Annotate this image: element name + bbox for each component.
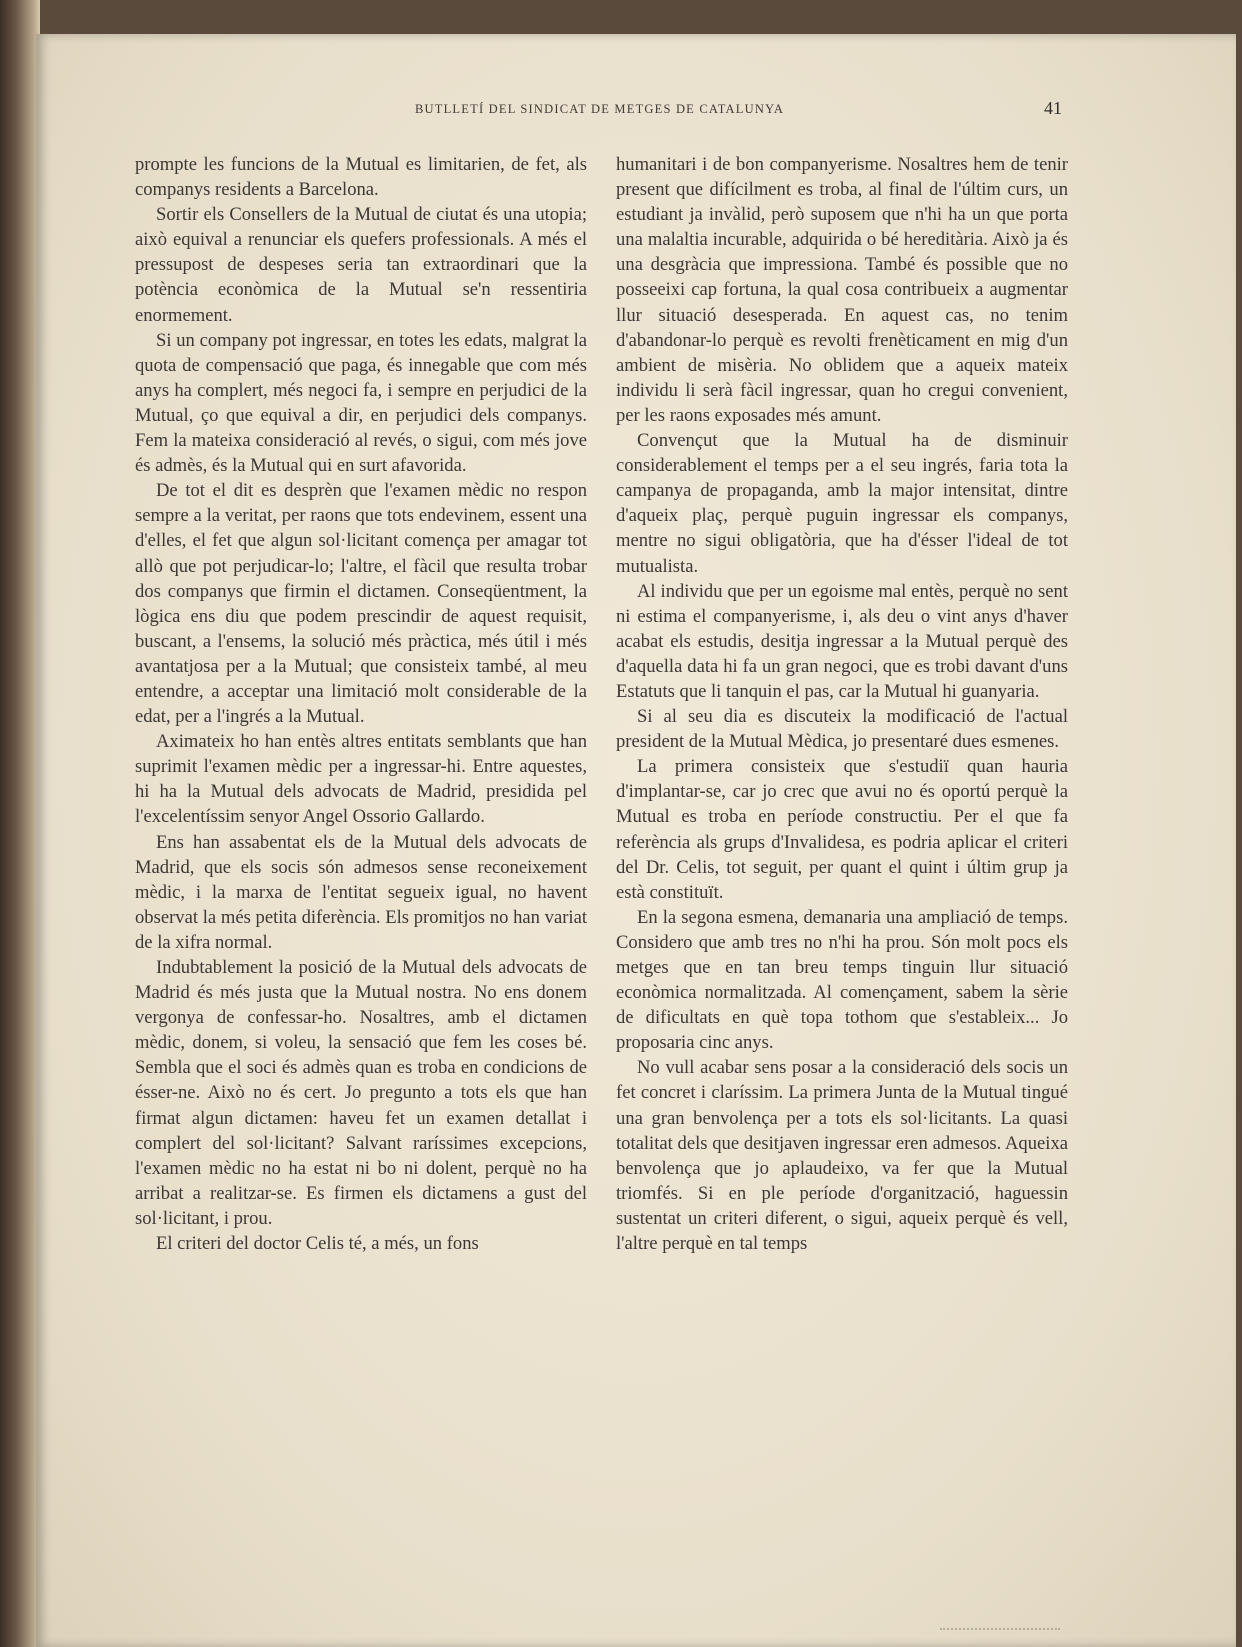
- paragraph: Sortir els Consellers de la Mutual de ciutat és una utopia; això equival a renunciar els quefers professionals. A més el pressupost de despeses seria tan extraordinari que la potència econòmica de la Mutual se'n ressentiria enormement.: [135, 204, 587, 326]
- paragraph: Convençut que la Mutual ha de disminuir considerablement el temps per a el seu ingrés, faria tota la campanya de propaganda, amb la major intensitat, dintre d'aqueix plaç, perquè puguin ingressar els companys, mentre no sigui obligatòria, que ha d'ésser l'ideal de tot mutualista.: [616, 430, 1068, 577]
- page-edge-mark: [940, 1625, 1060, 1630]
- paragraph: Aximateix ho han entès altres entitats semblants que han suprimit l'examen mèdic per a ingressar-hi. Entre aquestes, hi ha la Mutual dels advocats de Madrid, presidida pel l'excelentíssim senyor Angel Ossorio Gallardo.: [135, 731, 587, 828]
- right-column: [616, 152, 1068, 1256]
- paragraph: Al individu que per un egoisme mal entès, perquè no sent ni estima el companyerisme, i, als deu o vint anys d'haver acabat els estudis, desitja ingressar a la Mutual perquè des d'aquella data hi fa un gran negoci, que es trobi davant d'uns Estatuts que li tanquin el pas, car la Mutual hi guanyaria.: [616, 580, 1068, 702]
- paragraph: El criteri del doctor Celis té, a més, un fons: [156, 1233, 479, 1255]
- paragraph: humanitari i de bon companyerisme. Nosaltres hem de tenir present que difícilment es troba, al final de l'últim curs, un estudiant ja invàlid, però suposem que n'hi ha un que porta una malaltia incurable, adquirida o bé hereditària. Això ja és una desgràcia que impressiona. També és possible que no posseeixi cap fortuna, la qual cosa contribueix a augmentar llur situació desesperada. En aquest cas, no tenim d'abandonar-lo perquè es revolti frenèticament en mig d'un ambient de misèria. No oblidem que a aqueix mateix individu li serà fàcil ingressar, quan ho cregui convenient, per les raons exposades més amunt.: [616, 154, 1068, 426]
- running-title: BUTLLETÍ DEL SINDICAT DE METGES DE CATALUNYA: [415, 102, 785, 116]
- page-number: 41: [1044, 98, 1062, 118]
- paragraph: Si un company pot ingressar, en totes les edats, malgrat la quota de compensació que paga, és innegable que com més anys ha complert, més negoci fa, i sempre en perjudici de la Mutual, ço que equival a dir, en perjudici dels companys. Fem la mateixa consideració al revés, o sigui, com més jove és admès, és la Mutual qui en surt afavorida.: [135, 329, 587, 477]
- paragraph: No vull acabar sens posar a la consideració dels socis un fet concret i claríssim. La primera Junta de la Mutual tingué una gran benvolença per a tots els sol·licitants. La quasi totalitat dels que desitjaven ingressar eren admesos. Aqueixa benvolença que jo aplaudeixo, va fer que la Mutual triomfés. Si en ple període d'organització, haguessin sustentat un criteri diferent, o sigui, aqueix perquè és vell, l'altre perquè en tal temps: [616, 1057, 1068, 1255]
- left-column: [135, 152, 587, 1256]
- paragraph: La primera consisteix que s'estudiï quan hauria d'implantar-se, car jo crec que avui no és oportú perquè la Mutual es troba en període constructiu. Per el que fa referència als grups d'Invalidesa, es podria aplicar el criteri del Dr. Celis, tot seguit, per quant el quint i últim grup ja està constituït.: [616, 756, 1068, 903]
- book-spine: [0, 0, 40, 1647]
- paragraph: prompte les funcions de la Mutual es limitarien, de fet, als companys residents a Barcelona.: [135, 154, 587, 201]
- paragraph: De tot el dit es desprèn que l'examen mèdic no respon sempre a la veritat, per raons que tots endevinem, essent una d'elles, el fet que algun sol·licitant comença per amagar tot allò que pot perjudicar-lo; l'altre, el fàcil que resulta trobar dos companys que firmin el dictamen. Conseqüentment, la lògica ens diu que podem prescindir de aquest requisit, buscant, a l'ensems, la solució més pràctica, més útil i més avantatjosa per a la Mutual; que consisteix també, al meu entendre, a acceptar una limitació molt considerable de la edat, per a l'ingrés a la Mutual.: [135, 480, 587, 728]
- paragraph: Ens han assabentat els de la Mutual dels advocats de Madrid, que els socis són admesos sense reconeixement mèdic, i la marxa de l'entitat segueix igual, no havent observat la més petita diferència. Els promitjos no han variat de la xifra normal.: [135, 831, 587, 953]
- paragraph: Indubtablement la posició de la Mutual dels advocats de Madrid és més justa que la Mutual nostra. No ens donem vergonya de confessar-ho. Nosaltres, amb el dictamen mèdic, donem, si voleu, la sensació que fem les coses bé. Sembla que el soci és admès quan es troba en condicions de ésser-ne. Això no és cert. Jo pregunto a tots els que han firmat algun dictamen: haveu fet un examen detallat i complert del sol·licitant? Salvant raríssimes excepcions, l'examen mèdic no ha estat ni bo ni dolent, perquè no ha arribat a realitzar-se. Es firmen els dictamens a gust del sol·licitant, i prou.: [135, 957, 587, 1229]
- paragraph: Si al seu dia es discuteix la modificació de l'actual president de la Mutual Mèdica, jo presentaré dues esmenes.: [616, 706, 1068, 753]
- paragraph: En la segona esmena, demanaria una ampliació de temps. Considero que amb tres no n'hi ha prou. Són molt pocs els metges que en tan breu temps tinguin llur situació econòmica normalitzada. Al començament, sabem la sèrie de dificultats en què topa tothom que s'estableix... Jo proposaria cinc anys.: [616, 906, 1068, 1054]
